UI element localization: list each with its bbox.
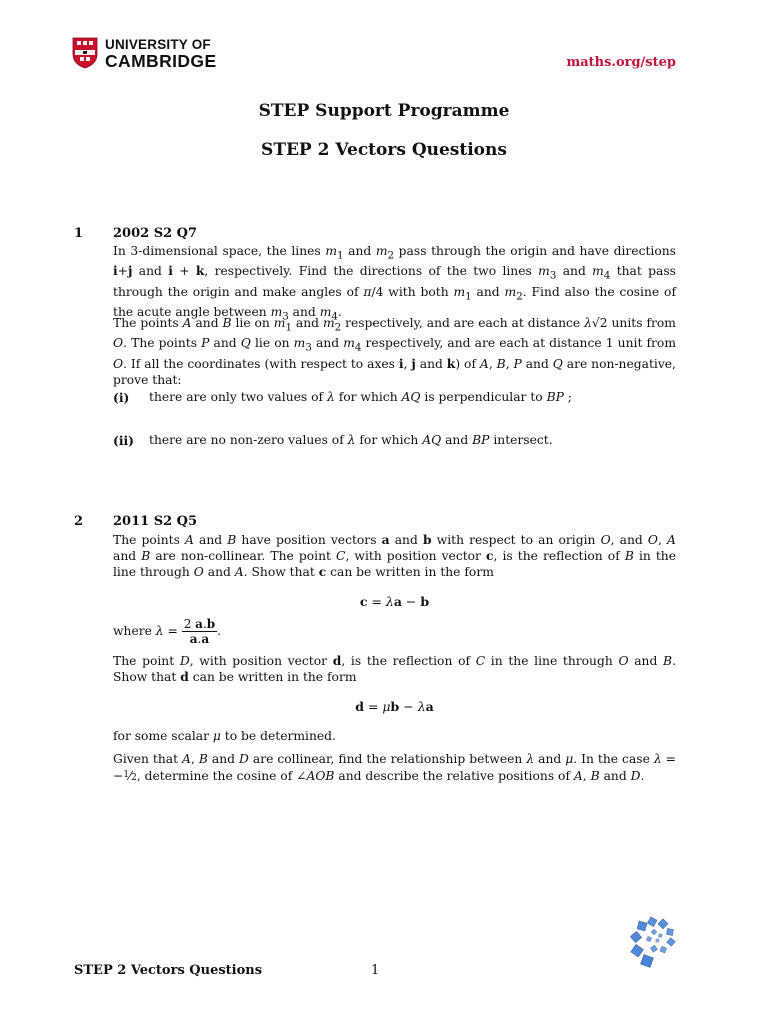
- lambda-fraction: $\frac{2 a.b}{a.a}$: [183, 617, 216, 646]
- question-1-part-i-label: (i): [113, 390, 130, 405]
- logo-text-cambridge: CAMBRIDGE: [105, 51, 217, 71]
- question-2-reflection-d: The point D, with position vector d, is the reflection of C in the line through O and B. Show that d can be written in the form: [113, 653, 677, 684]
- question-1-part-i-text: there are only two values of λ for which AQ is perpendicular to BP ;: [149, 390, 572, 404]
- question-1-part-ii-label: (ii): [113, 433, 134, 448]
- page-title: STEP Support Programme: [258, 101, 510, 121]
- crest-icon: [72, 37, 98, 69]
- page-number: 1: [371, 963, 380, 978]
- lambda-definition: where λ = $\frac{2 a.b}{a.a}$ .: [113, 617, 222, 646]
- question-1-part-ii-text: there are no non-zero values of λ for which AQ and BP intersect.: [149, 433, 553, 447]
- question-1-source: 2002 S2 Q7: [113, 226, 198, 241]
- nrich-spiral-icon: [628, 912, 680, 976]
- question-1-intro: In 3-dimensional space, the lines $m_1$ and $m_2$ pass through the origin and have directions i+j and i + k, respectively. Find the directions of the two lines $m_3$ and $m_4$ that pass through the origin and make angles of π/4 with both $m_1$ and $m_2$. Find also the cosine of the acute angle between $m_3$ and $m_4$.: [113, 244, 676, 323]
- equation-c: c = λa − b: [359, 594, 430, 609]
- site-link[interactable]: maths.org/step: [566, 55, 676, 70]
- question-2-scalar-note: for some scalar μ to be determined.: [113, 729, 336, 743]
- university-logo: [72, 37, 232, 71]
- question-2-final: Given that A, B and D are collinear, find the relationship between λ and μ. In the case λ = −$^1$⁄2, determine the cosine of ∠AOB and describe the relative positions of A, B and D.: [113, 752, 676, 783]
- footer-title: STEP 2 Vectors Questions: [74, 963, 263, 978]
- question-1-number: 1: [74, 226, 84, 241]
- question-2-number: 2: [74, 514, 84, 529]
- question-2-intro: The points A and B have position vectors a and b with respect to an origin O, and O, A and B are non-collinear. The point C, with position vector c, is the reflection of B in the line through O and A. Show that c can be written in the form: [113, 532, 677, 579]
- equation-d: d = μb − λa: [355, 699, 434, 714]
- logo-text-university: UNIVERSITY OF: [105, 37, 211, 52]
- page-subtitle: STEP 2 Vectors Questions: [261, 140, 507, 160]
- question-1-setup: The points A and B lie on $m_1$ and $m_2$ respectively, and are each at distance λ√2 units from O. The points P and Q lie on $m_3$ and $m_4$ respectively, and are each at distance 1 unit from O. If all the coordinates (with respect to axes i, j and k) of A, B, P and Q are non-negative, prove that:: [113, 316, 676, 387]
- question-2-source: 2011 S2 Q5: [113, 514, 198, 529]
